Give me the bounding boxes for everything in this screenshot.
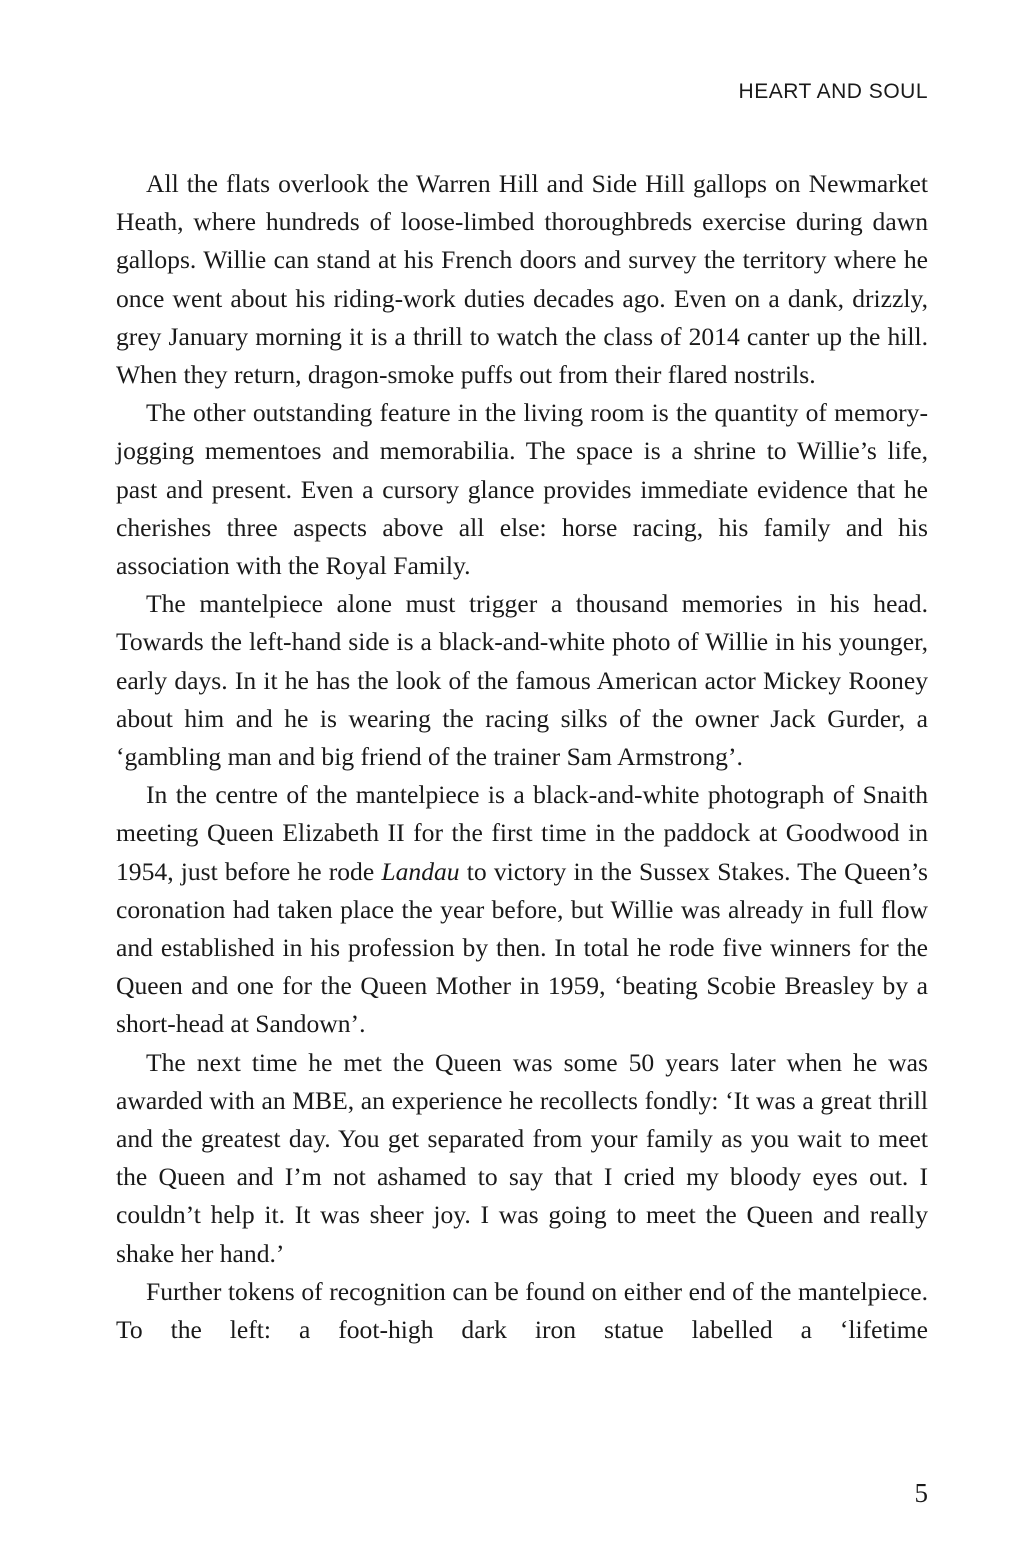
paragraph-centre-photograph — [116, 776, 928, 1043]
running-head: HEART AND SOUL — [738, 80, 928, 103]
paragraph-tokens-of-recognition: Further tokens of recognition can be found on either end of the mantelpiece. To the left: a foot-high dark iron statue labelled a ‘lifetime — [116, 1276, 928, 1345]
paragraph-flats-overlook: All the flats overlook the Warren Hill and Side Hill gallops on Newmarket Heath, where hundreds of loose-limbed thoroughbreds exercise during dawn gallops. Willie can stand at his French doors and survey the territory where he once went about his riding-work duties decades ago. Even on a dank, drizzly, grey January morning it is a thrill to watch the class of 2014 canter up the hill. When they return, dragon-smoke puffs out from their flared nostrils. — [116, 169, 928, 390]
body-text — [116, 165, 928, 1349]
paragraph-living-room: The other outstanding feature in the living room is the quantity of memory-jogging mementoes and memorabilia. The space is a shrine to Willie’s life, past and present. Even a cursory glance provides immediate evidence that he cherishes three aspects above all else: horse racing, his family and his association with the Royal Family. — [116, 398, 928, 581]
horse-name-landau: Landau — [381, 856, 460, 886]
paragraph-mbe: The next time he met the Queen was some 50 years later when he was awarded with an MBE, an experience he recollects fondly: ‘It was a great thrill and the greatest day. You get separated from your family as you wait to meet the Queen and I’m not ashamed to say that I cried my bloody eyes out. I couldn’t help it. It was sheer joy. I was going to meet the Queen and really shake her hand.’ — [116, 1047, 928, 1268]
paragraph-centre-text-after: to victory in the Sussex Stakes. The Queen’s coronation had taken place the year before, but Willie was already in full flow and established in his profession by then. In total he rode five winners for the Queen and one for the Queen Mother in 1959, ‘beating Scobie Breasley by a short-head at Sandown’. — [116, 856, 928, 1039]
paragraph-mantelpiece: The mantelpiece alone must trigger a thousand memories in his head. Towards the left-hand side is a black-and-white photo of Willie in his younger, early days. In it he has the look of the famous American actor Mickey Rooney about him and he is wearing the racing silks of the owner Jack Gurder, a ‘gambling man and big friend of the trainer Sam Armstrong’. — [116, 589, 928, 772]
page-number: 5 — [914, 1478, 928, 1508]
paragraph-centre-text-before: In the centre of the mantelpiece is a black-and-white photograph of Snaith meeting Queen Elizabeth II for the first time in the paddock at Goodwood in 1954, just before he rode — [116, 780, 928, 886]
